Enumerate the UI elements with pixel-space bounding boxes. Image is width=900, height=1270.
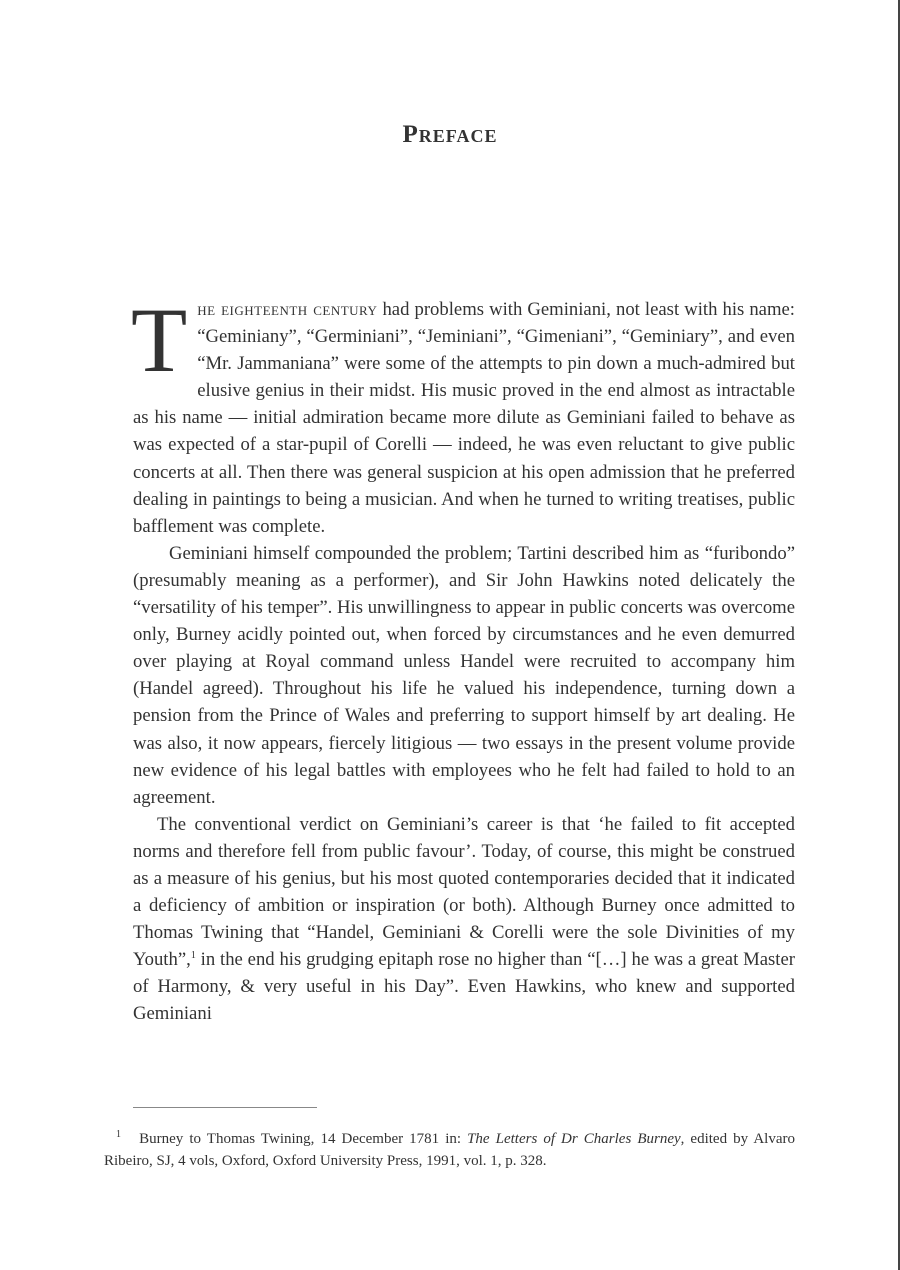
footnote-text-a: Burney to Thomas Twining, 14 December 1781 in:: [139, 1131, 468, 1147]
footnote-text-b: , edited by Alvaro Ribeiro, SJ, 4 vols, Oxford, Oxford University Press, 1991, vol. 1, p. 328.: [104, 1131, 795, 1169]
drop-cap: T: [131, 289, 188, 391]
paragraph-3-text-b: in the end his grudging epitaph rose no higher than “[…] he was a great Master of Harmony, & very useful in his Day”. Even Hawkins, who knew and supported Geminiani: [133, 949, 795, 1025]
footnote-reference[interactable]: 1: [190, 950, 196, 962]
lead-smallcaps: he eighteenth century: [197, 299, 378, 320]
footnote: [104, 1128, 795, 1172]
paragraph-3: [133, 811, 795, 1028]
body-text: [131, 289, 795, 1028]
footnote-marker: 1: [116, 1129, 121, 1140]
paragraph-1-text: had problems with Geminiani, not least with his name: “Geminiany”, “Germiniani”, “Jeminiani”, “Gimeniani”, “Geminiary”, and even “Mr. Jammaniana” were some of the attempts to pin down a much-admired but elusive genius in their midst. His music proved in the end almost as intractable as his name — initial admiration became more dilute as Geminiani failed to behave as was expected of a star-pupil of Corelli — indeed, he was even reluctant to give public concerts at all. Then there was general suspicion at his open admission that he preferred dealing in paintings to being a musician. And when he turned to writing treatises, public bafflement was complete.: [133, 299, 795, 537]
footnote-book-title: The Letters of Dr Charles Burney: [467, 1131, 681, 1147]
footnote-divider: [133, 1107, 317, 1108]
page-title: Preface: [402, 120, 498, 148]
paragraph-3-text-a: The conventional verdict on Geminiani’s career is that ‘he failed to fit accepted norms and therefore fell from public favour’. Today, of course, this might be construed as a measure of his genius, but his most quoted contemporaries decided that it indicated a deficiency of ambition or inspiration (or both). Although Burney once admitted to Thomas Twining that “Handel, Geminiani & Corelli were the sole Divinities of my Youth”,: [133, 813, 795, 971]
paragraph-2-text: Geminiani himself compounded the problem; Tartini described him as “furibondo” (presumably meaning as a performer), and Sir John Hawkins noted delicately the “versatility of his temper”. His unwillingness to appear in public concerts was overcome only, Burney acidly pointed out, when forced by circumstances and he even demurred over playing at Royal command unless Handel were recruited to accompany him (Handel agreed). Throughout his life he valued his independence, turning down a pension from the Prince of Wales and preferring to support himself by art dealing. He was also, it now appears, fiercely litigious — two essays in the present volume provide new evidence of his legal battles with employees who he felt had failed to hold to an agreement.: [133, 542, 795, 808]
paragraph-1: [131, 289, 795, 540]
paragraph-2: [133, 540, 795, 811]
